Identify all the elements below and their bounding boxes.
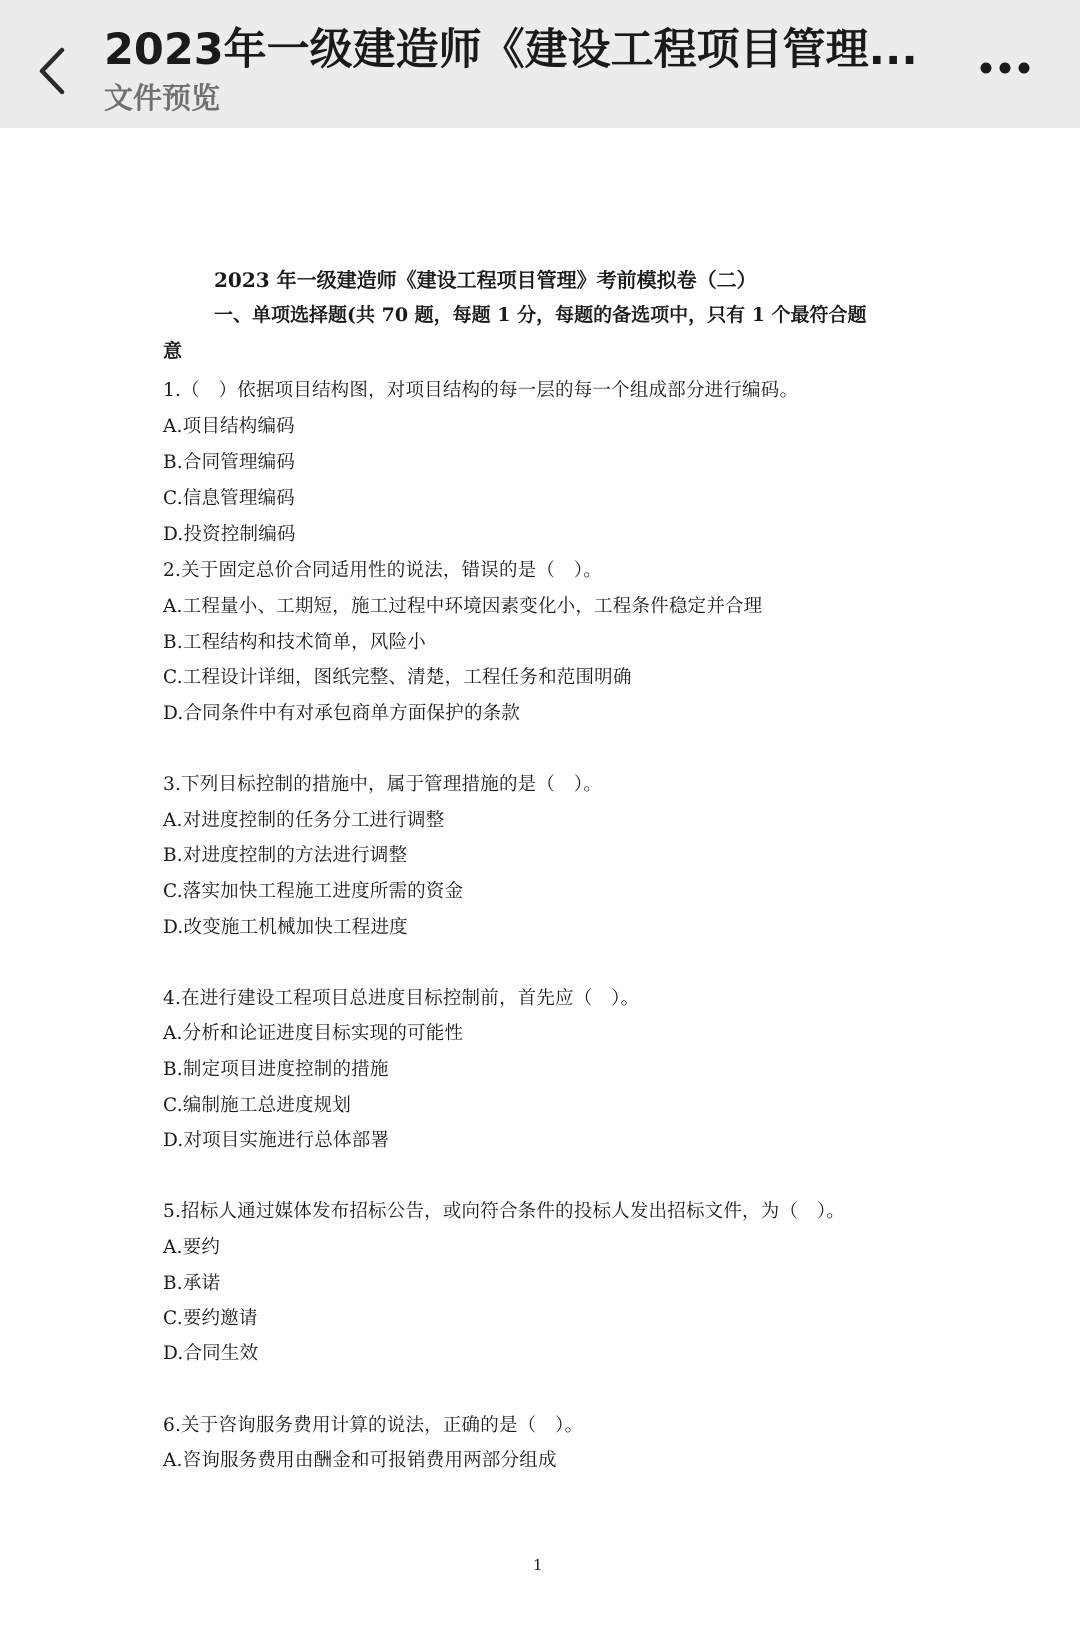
section-heading-continued: 意 xyxy=(163,340,183,362)
question-stem: 4.在进行建设工程项目总进度目标控制前，首先应（ ）。 xyxy=(163,988,640,1009)
page-number: 1 xyxy=(533,1556,543,1574)
answer-option: D.改变施工机械加快工程进度 xyxy=(163,917,408,938)
question-stem: 2.关于固定总价合同适用性的说法，错误的是（ ）。 xyxy=(163,560,602,581)
more-options-button[interactable] xyxy=(976,48,1046,88)
answer-option: D.投资控制编码 xyxy=(163,524,296,545)
answer-option: D.对项目实施进行总体部署 xyxy=(163,1130,390,1151)
answer-option: A.咨询服务费用由酬金和可报销费用两部分组成 xyxy=(163,1450,557,1471)
question-stem: 6.关于咨询服务费用计算的说法，正确的是（ ）。 xyxy=(163,1415,584,1436)
question-stem: 5.招标人通过媒体发布招标公告，或向符合条件的投标人发出招标文件，为（ ）。 xyxy=(163,1201,846,1222)
more-horizontal-icon xyxy=(976,48,1046,88)
answer-option: D.合同生效 xyxy=(163,1343,259,1364)
chevron-left-icon xyxy=(28,36,84,100)
section-heading: 一、单项选择题(共 70 题，每题 1 分，每题的备选项中，只有 1 个最符合题 xyxy=(214,304,867,326)
document-title-header: 2023年一级建造师《建设工程项目管理... xyxy=(104,25,918,75)
answer-option: B.对进度控制的方法进行调整 xyxy=(163,845,408,866)
answer-option: B.合同管理编码 xyxy=(163,452,296,473)
answer-option: B.工程结构和技术简单，风险小 xyxy=(163,632,426,653)
answer-option: A.要约 xyxy=(163,1237,221,1258)
answer-option: C.要约邀请 xyxy=(163,1308,258,1329)
answer-option: A.对进度控制的任务分工进行调整 xyxy=(163,810,445,831)
answer-option: C.编制施工总进度规划 xyxy=(163,1095,352,1116)
top-app-bar xyxy=(0,0,1080,128)
answer-option: D.合同条件中有对承包商单方面保护的条款 xyxy=(163,703,521,724)
question-stem: 1.（ ）依据项目结构图，对项目结构的每一层的每一个组成部分进行编码。 xyxy=(163,380,799,401)
document-page[interactable] xyxy=(0,128,1080,1630)
answer-option: A.项目结构编码 xyxy=(163,416,295,437)
answer-option: C.信息管理编码 xyxy=(163,488,295,509)
answer-option: C.工程设计详细，图纸完整、清楚，工程任务和范围明确 xyxy=(163,667,632,688)
answer-option: C.落实加快工程施工进度所需的资金 xyxy=(163,881,464,902)
back-button[interactable] xyxy=(28,36,84,100)
question-stem: 3.下列目标控制的措施中，属于管理措施的是（ ）。 xyxy=(163,774,602,795)
answer-option: B.承诺 xyxy=(163,1273,221,1294)
exam-title: 2023 年一级建造师《建设工程项目管理》考前模拟卷（二） xyxy=(214,268,757,292)
file-preview-subtitle: 文件预览 xyxy=(104,81,221,115)
answer-option: A.工程量小、工期短，施工过程中环境因素变化小，工程条件稳定并合理 xyxy=(163,596,763,617)
answer-option: A.分析和论证进度目标实现的可能性 xyxy=(163,1023,464,1044)
answer-option: B.制定项目进度控制的措施 xyxy=(163,1059,389,1080)
